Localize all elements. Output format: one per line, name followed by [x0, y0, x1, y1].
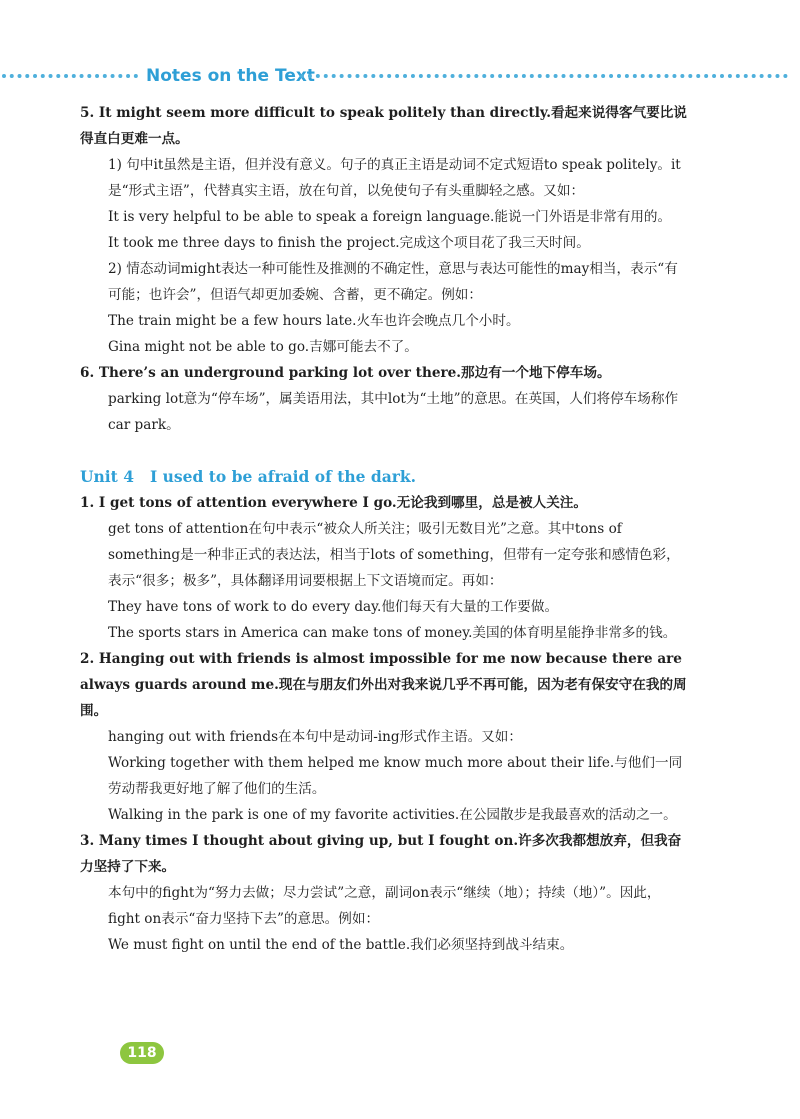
page-number-badge: 118 — [120, 1042, 164, 1064]
note-5-paragraph-2 — [80, 256, 690, 308]
unit4-note-1-heading — [80, 490, 690, 516]
example-zh: 他们每天有大量的工作要做。 — [381, 599, 559, 615]
example-en: Walking in the park is one of my favorite activities. — [108, 807, 460, 823]
note-5-example-1 — [80, 204, 690, 230]
unit-4-title — [80, 464, 690, 490]
note-5-p1-text: 句中it虽然是主语，但并没有意义。句子的真正主语是动词不定式短语to speak politely。it是“形式主语”，代替真实主语，放在句首，以免使句子有头重脚轻之感。又如： — [108, 157, 681, 199]
unit4-note-2-example-1 — [80, 750, 690, 802]
note-5-paragraph-1 — [80, 152, 690, 204]
heading-zh: 现在与朋友们外出对我来说几乎不再可能，因为老有保安守在我的周围。 — [80, 677, 687, 719]
example-zh: 在公园散步是我最喜欢的活动之一。 — [459, 807, 677, 823]
unit4-note-3-heading — [80, 828, 690, 880]
note-6-paragraph: parking lot意为“停车场”，属美语用法，其中lot为“土地”的意思。在英国，人们将停车场称作car park。 — [108, 391, 679, 433]
section-gap — [80, 438, 690, 464]
unit4-note-3-paragraph: 本句中的fight为“努力去做；尽力尝试”之意，副词on表示“继续（地）；持续（地）”。因此，fight on表示“奋力坚持下去”的意思。例如： — [108, 885, 661, 927]
note-5-example-2 — [80, 230, 690, 256]
example-zh: 吉娜可能去不了。 — [309, 339, 418, 355]
unit4-note-2-example-2 — [80, 802, 690, 828]
note-5-p1-number: 1) — [108, 157, 127, 173]
note-5-p2-number: 2) — [108, 261, 127, 277]
note-5-heading-en: 5. It might seem more difficult to speak politely than directly. — [80, 105, 551, 121]
example-en: They have tons of work to do every day. — [108, 599, 382, 615]
page-content — [80, 100, 690, 958]
unit4-note-2-paragraph: hanging out with friends在本句中是动词-ing形式作主语。又如： — [108, 729, 522, 745]
heading-zh: 许多次我都想放弃，但我奋力坚持了下来。 — [80, 833, 682, 875]
note-5-p2-text: 情态动词might表达一种可能性及推测的不确定性，意思与表达可能性的may相当，表示“有可能；也许会”，但语气却更加委婉、含蓄，更不确定。例如： — [108, 261, 678, 303]
example-zh: 我们必须坚持到战斗结束。 — [410, 937, 574, 953]
example-en: It took me three days to finish the project. — [108, 235, 400, 251]
note-6-heading-en: 6. There’s an underground parking lot over there. — [80, 365, 462, 381]
example-zh: 火车也许会晚点几个小时。 — [356, 313, 520, 329]
unit-label: Unit 4 — [80, 467, 135, 486]
unit-title-text: I used to be afraid of the dark. — [150, 467, 417, 486]
heading-en: 2. Hanging out with friends is almost impossible for me now because there are always guards around me. — [80, 651, 682, 693]
heading-zh: 无论我到哪里，总是被人关注。 — [396, 495, 587, 511]
unit4-note-2-heading — [80, 646, 690, 724]
heading-en: 1. I get tons of attention everywhere I go. — [80, 495, 397, 511]
unit4-note-3-example-1 — [80, 932, 690, 958]
header-dotted-rule-left — [2, 74, 138, 78]
note-5-example-4 — [80, 334, 690, 360]
note-5-heading-zh: 看起来说得客气要比说得直白更难一点。 — [80, 105, 687, 147]
unit4-note-1-example-2 — [80, 620, 690, 646]
example-en: Gina might not be able to go. — [108, 339, 310, 355]
header-dotted-rule-right — [300, 74, 788, 78]
example-en: The train might be a few hours late. — [108, 313, 357, 329]
example-zh: 美国的体育明星能挣非常多的钱。 — [472, 625, 677, 641]
example-en: We must fight on until the end of the battle. — [108, 937, 411, 953]
note-5-example-3 — [80, 308, 690, 334]
example-en: It is very helpful to be able to speak a foreign language. — [108, 209, 495, 225]
note-6-heading — [80, 360, 690, 386]
header-title: Notes on the Text — [146, 66, 315, 86]
example-zh: 能说一门外语是非常有用的。 — [494, 209, 672, 225]
unit4-note-1-paragraph: get tons of attention在句中表示“被众人所关注；吸引无数目光”之意。其中tons of something是一种非正式的表达法，相当于lots of something，但带有一定夸张和感情色彩，表示“很多；极多”，具体翻译用词要根据上下文语境而定。再如： — [108, 521, 680, 589]
section-header — [0, 64, 800, 88]
heading-en: 3. Many times I thought about giving up, but I fought on. — [80, 833, 519, 849]
note-5-heading — [80, 100, 690, 152]
example-en: The sports stars in America can make tons of money. — [108, 625, 473, 641]
example-zh: 完成这个项目花了我三天时间。 — [399, 235, 590, 251]
example-zh: 与他们一同劳动帮我更好地了解了他们的生活。 — [108, 755, 683, 797]
note-6-heading-zh: 那边有一个地下停车场。 — [461, 365, 611, 381]
unit4-note-1-example-1 — [80, 594, 690, 620]
example-en: Working together with them helped me know much more about their life. — [108, 755, 615, 771]
